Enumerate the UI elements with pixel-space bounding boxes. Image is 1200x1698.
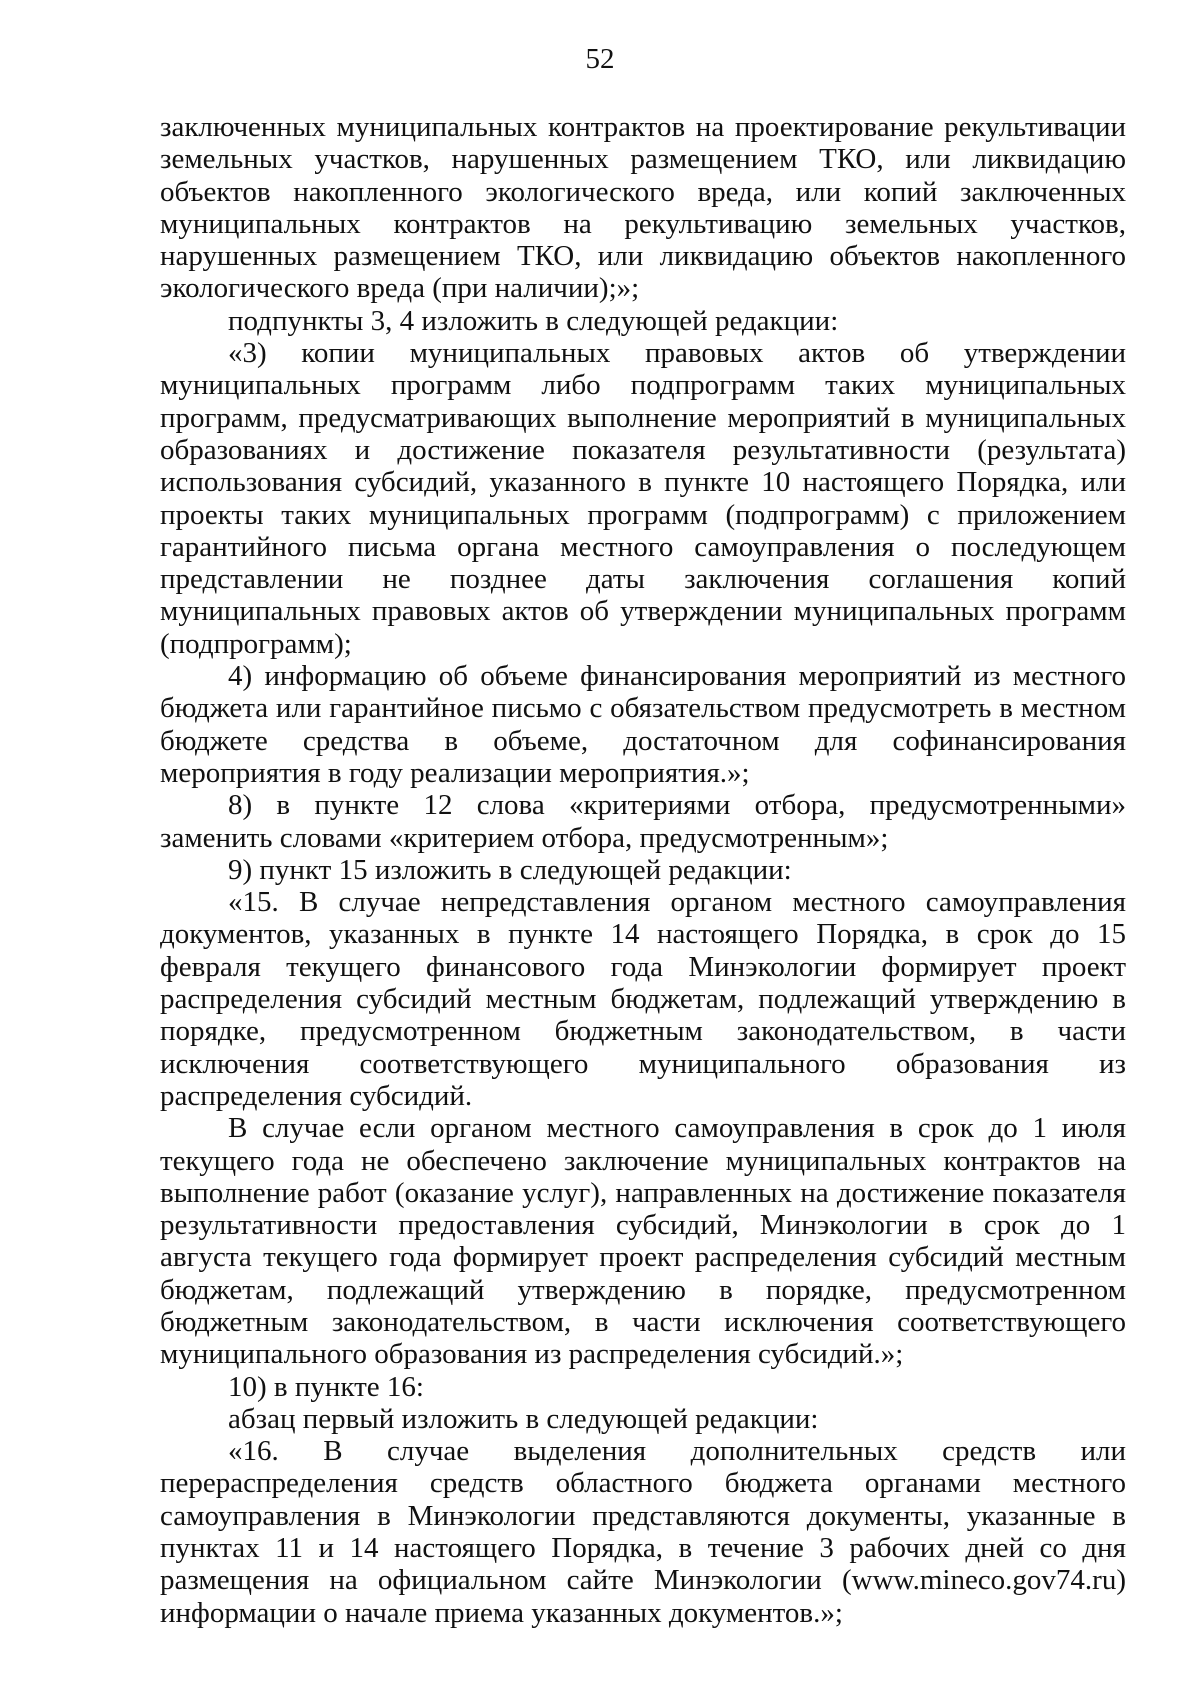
paragraph: подпункты 3, 4 изложить в следующей редакции:	[228, 304, 839, 337]
paragraph: 8) в пункте 12 слова «критериями отбора, предусмотренными» заменить словами «критерием отбора, предусмотренным»;	[160, 789, 1126, 854]
paragraph: «16. В случае выделения дополнительных средств или перераспределения средств областного бюджета органами местного самоуправления в Минэкологии представляются документы, указанные в пунктах 11 и 14 настоящего Порядка, в течение 3 рабочих дней со дня размещения на официальном сайте Минэкологии (www.mineco.gov74.ru) информации о начале приема указанных документов.»;	[160, 1435, 1126, 1629]
document-body	[160, 111, 1126, 1629]
paragraph: 4) информацию об объеме финансирования мероприятий из местного бюджета или гарантийное письмо с обязательством предусмотреть в местном бюджете средства в объеме, достаточном для софинансирования мероприятия в году реализации мероприятия.»;	[160, 660, 1126, 789]
paragraph: 10) в пункте 16:	[228, 1370, 424, 1403]
paragraph: 9) пункт 15 изложить в следующей редакции:	[228, 853, 792, 886]
paragraph: «3) копии муниципальных правовых актов об утверждении муниципальных программ либо подпрограмм таких муниципальных программ, предусматривающих выполнение мероприятий в муниципальных образованиях и достижение показателя результативности (результата) использования субсидий, указанного в пункте 10 настоящего Порядка, или проекты таких муниципальных программ (подпрограмм) с приложением гарантийного письма органа местного самоуправления о последующем представлении не позднее даты заключения соглашения копий муниципальных правовых актов об утверждении муниципальных программ (подпрограмм);	[160, 337, 1126, 660]
page-number: 52	[585, 43, 615, 75]
paragraph: В случае если органом местного самоуправления в срок до 1 июля текущего года не обеспечено заключение муниципальных контрактов на выполнение работ (оказание услуг), направленных на достижение показателя результативности предоставления субсидий, Минэкологии в срок до 1 августа текущего года формирует проект распределения субсидий местным бюджетам, подлежащий утверждению в порядке, предусмотренном бюджетным законодательством, в части исключения соответствующего муниципального образования из распределения субсидий.»;	[160, 1112, 1126, 1371]
paragraph: абзац первый изложить в следующей редакции:	[228, 1402, 819, 1435]
paragraph: заключенных муниципальных контрактов на проектирование рекультивации земельных участков, нарушенных размещением ТКО, или ликвидацию объектов накопленного экологического вреда, или копий заключенных муниципальных контрактов на рекультивацию земельных участков, нарушенных размещением ТКО, или ликвидацию объектов накопленного экологического вреда (при наличии);»;	[160, 111, 1126, 305]
paragraph: «15. В случае непредставления органом местного самоуправления документов, указанных в пункте 14 настоящего Порядка, в срок до 15 февраля текущего финансового года Минэкологии формирует проект распределения субсидий местным бюджетам, подлежащий утверждению в порядке, предусмотренном бюджетным законодательством, в части исключения соответствующего муниципального образования из распределения субсидий.	[160, 886, 1126, 1112]
